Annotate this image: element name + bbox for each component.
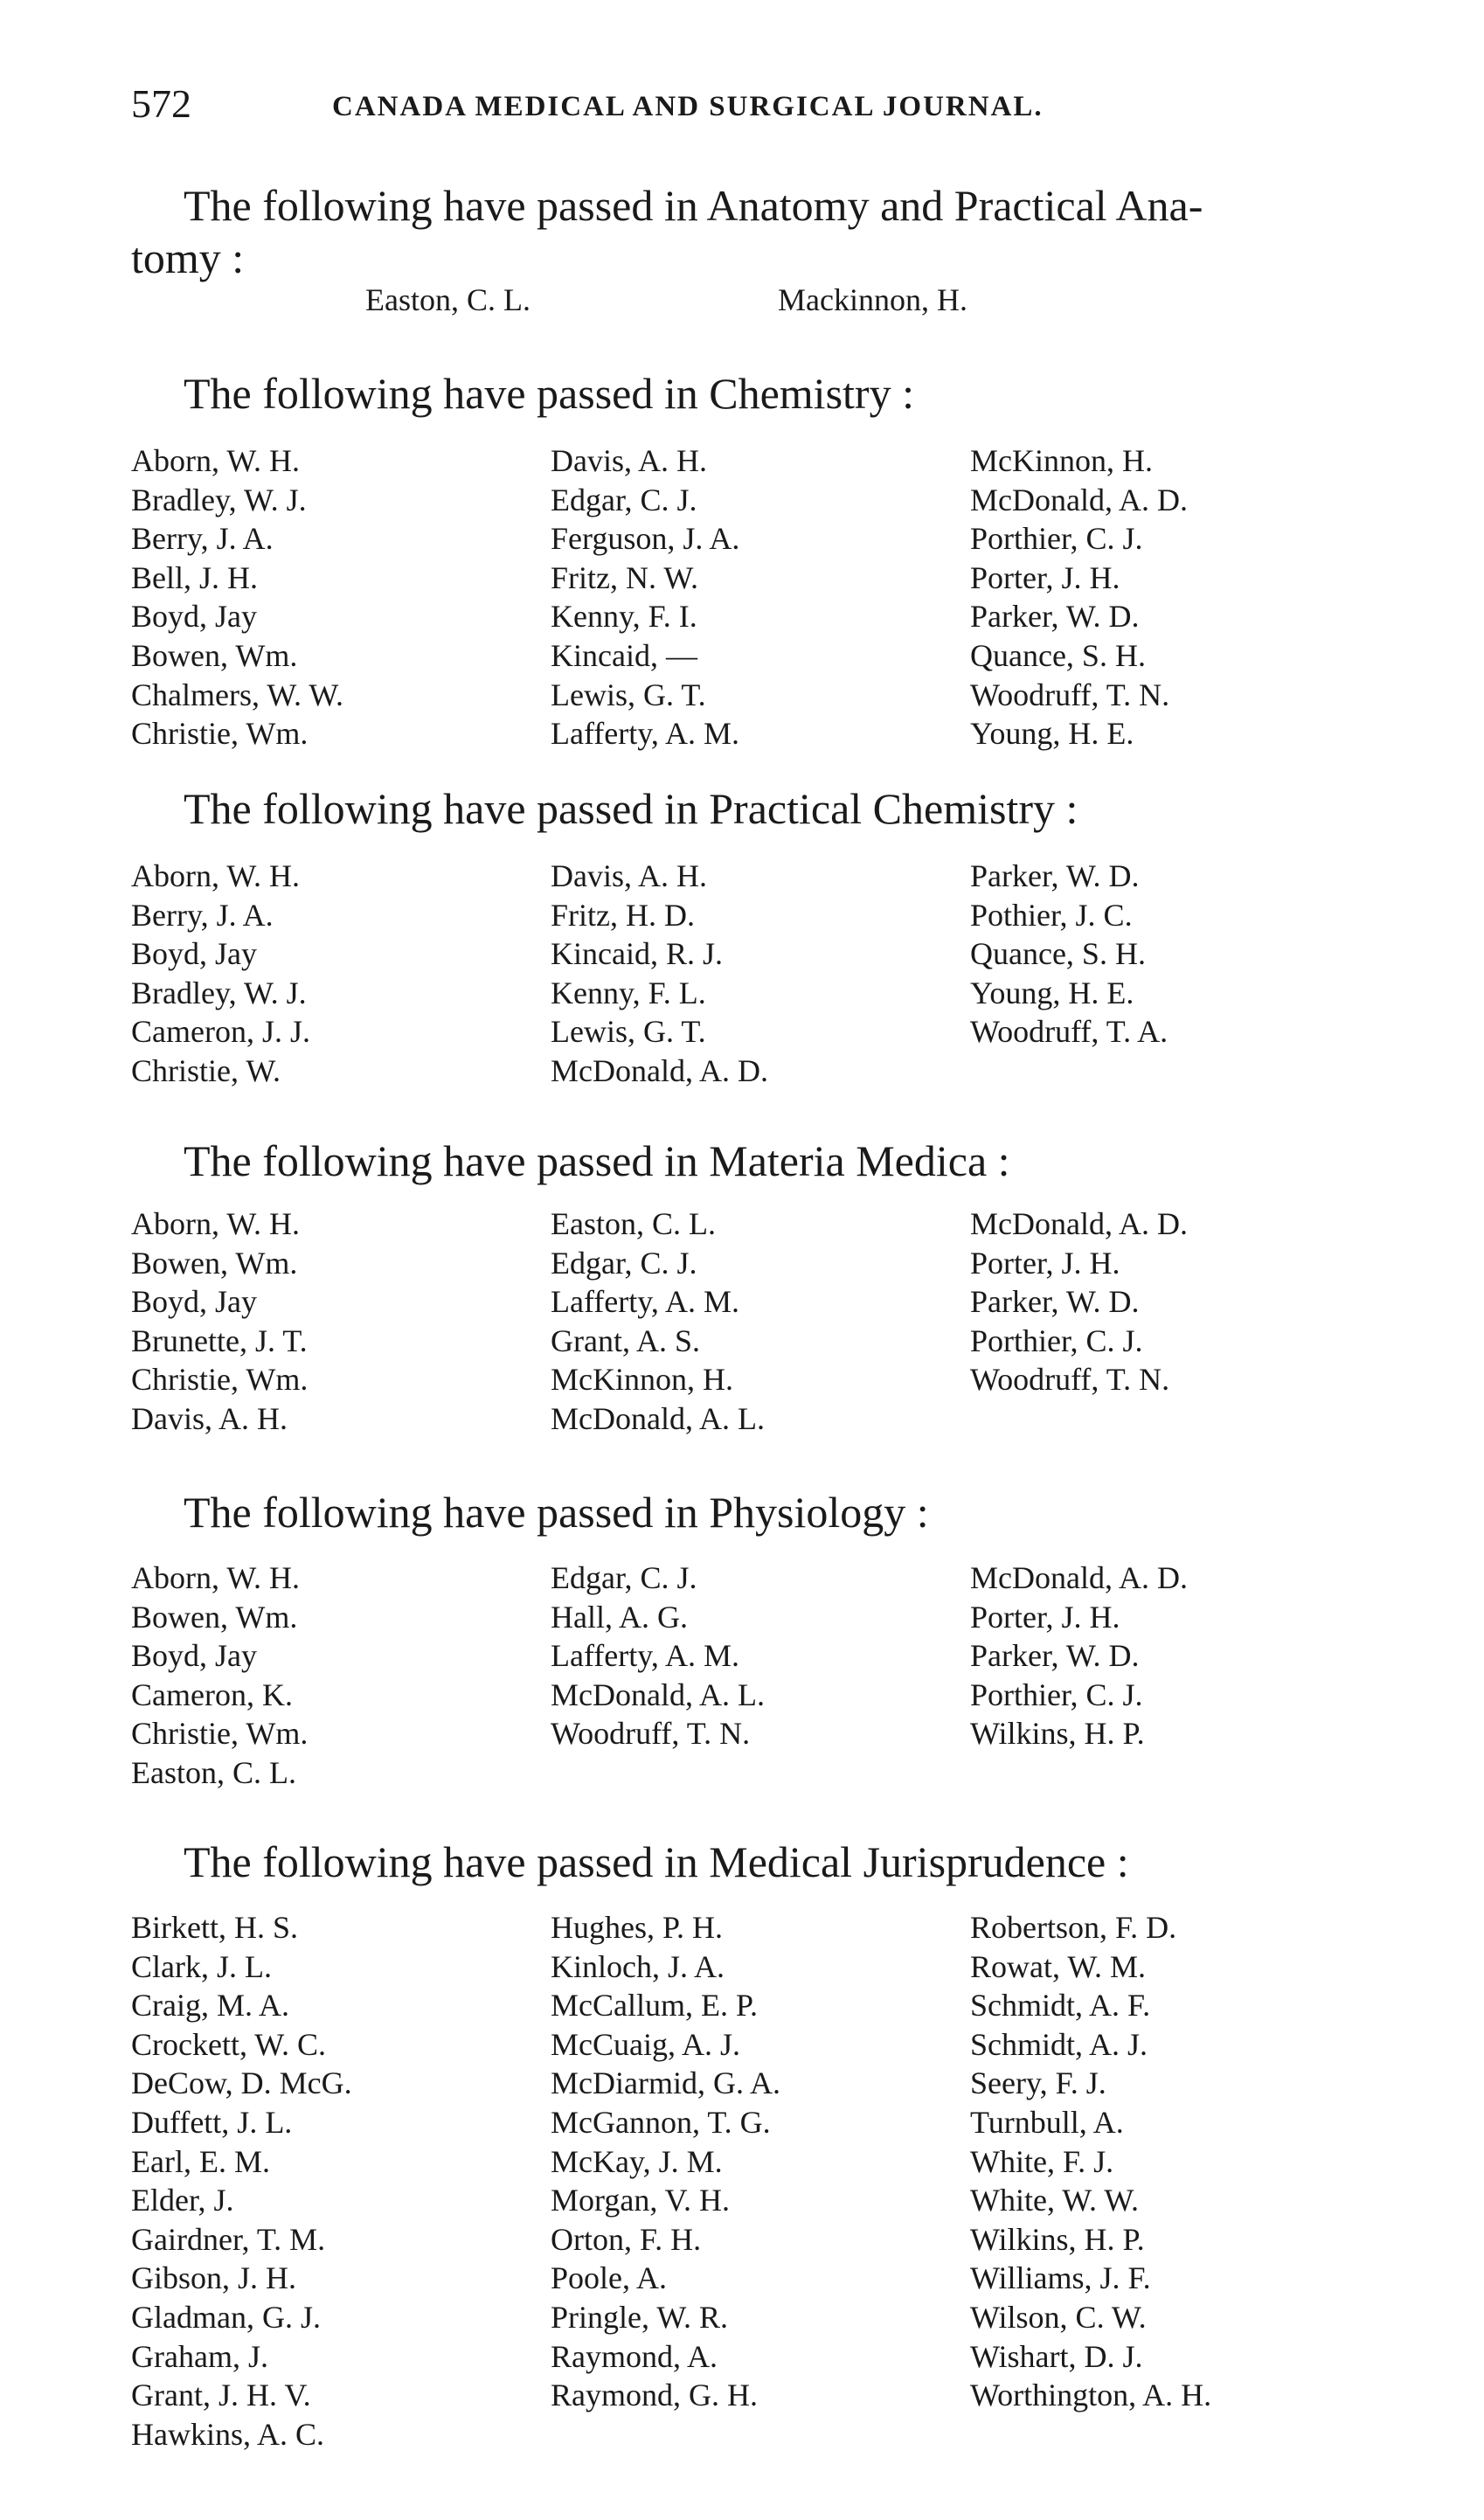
name-column — [551, 1908, 961, 2415]
name-entry: Young, H. E. — [970, 975, 1134, 1010]
page-number: 572 — [131, 81, 191, 126]
name-entry: Edgar, C. J. — [551, 482, 697, 517]
name-entry: McDonald, A. D. — [551, 1052, 768, 1088]
name-entry: Christie, Wm. — [131, 716, 309, 752]
anatomy-name: Easton, C. L. — [365, 282, 530, 317]
name-entry: Wilson, C. W. — [970, 2299, 1147, 2335]
name-entry: Bradley, W. J. — [131, 482, 307, 517]
anatomy-intro — [131, 179, 1390, 284]
name-entry: Bowen, Wm. — [131, 637, 298, 673]
name-entry: McCallum, E. P. — [551, 1988, 759, 2024]
name-entry: Brunette, J. T. — [131, 1322, 308, 1358]
name-entry: Quance, S. H. — [970, 637, 1146, 673]
name-entry: Clark, J. L. — [131, 1948, 272, 1984]
name-entry: Parker, W. D. — [970, 599, 1140, 635]
name-entry: Gibson, J. H. — [131, 2260, 297, 2296]
name-entry: Davis, A. H. — [131, 1400, 288, 1436]
name-entry: Woodruff, T. N. — [970, 1362, 1170, 1398]
name-entry: Wilkins, H. P. — [970, 1716, 1145, 1752]
name-entry: Raymond, A. — [551, 2338, 718, 2374]
name-entry: McGannon, T. G. — [551, 2104, 771, 2140]
name-entry: Orton, F. H. — [551, 2221, 702, 2257]
name-entry: McDonald, A. L. — [551, 1677, 765, 1712]
section-heading-materia-medica: The following have passed in Materia Medica : — [184, 1136, 1010, 1185]
name-entry: Poole, A. — [551, 2260, 668, 2296]
name-entry: Bowen, Wm. — [131, 1245, 298, 1281]
name-entry: Berry, J. A. — [131, 897, 274, 933]
name-entry: Parker, W. D. — [970, 1638, 1140, 1674]
name-entry: Kinloch, J. A. — [551, 1948, 725, 1984]
name-entry: Morgan, V. H. — [551, 2183, 731, 2218]
name-entry: Fritz, H. D. — [551, 897, 695, 933]
name-entry: Edgar, C. J. — [551, 1245, 697, 1281]
name-entry: Seery, F. J. — [970, 2065, 1106, 2101]
name-entry: Kincaid, R. J. — [551, 936, 723, 972]
name-entry: Robertson, F. D. — [970, 1910, 1177, 1945]
name-entry: Lafferty, A. M. — [551, 1638, 739, 1674]
running-head — [131, 80, 1215, 133]
name-entry: Gladman, G. J. — [131, 2299, 321, 2335]
name-entry: Craig, M. A. — [131, 1988, 290, 2024]
name-entry: Hall, A. G. — [551, 1599, 688, 1635]
name-column — [551, 857, 961, 1091]
name-entry: McKinnon, H. — [970, 443, 1153, 478]
name-entry: Raymond, G. H. — [551, 2378, 758, 2413]
name-entry: Easton, C. L. — [551, 1206, 716, 1241]
name-entry: Porthier, C. J. — [970, 1322, 1143, 1358]
name-entry: Woodruff, T. N. — [551, 1716, 751, 1752]
name-entry: McKay, J. M. — [551, 2143, 723, 2179]
name-entry: Bradley, W. J. — [131, 975, 307, 1010]
name-column — [551, 441, 961, 753]
name-entry: Fritz, N. W. — [551, 559, 699, 595]
name-entry: Christie, W. — [131, 1052, 281, 1088]
section-heading-physiology: The following have passed in Physiology : — [184, 1488, 929, 1537]
name-entry: Pringle, W. R. — [551, 2299, 729, 2335]
name-entry: McDiarmid, G. A. — [551, 2065, 780, 2101]
name-entry: Porthier, C. J. — [970, 1677, 1143, 1712]
name-entry: Turnbull, A. — [970, 2104, 1124, 2140]
name-entry: Cameron, K. — [131, 1677, 293, 1712]
name-entry: Bell, J. H. — [131, 559, 259, 595]
name-entry: Berry, J. A. — [131, 521, 274, 557]
name-column — [970, 857, 1381, 1052]
name-entry: Aborn, W. H. — [131, 1560, 301, 1595]
journal-title: CANADA MEDICAL AND SURGICAL JOURNAL. — [332, 91, 1044, 122]
name-entry: Kincaid, — — [551, 637, 697, 673]
name-column — [970, 1908, 1381, 2415]
name-entry: Pothier, J. C. — [970, 897, 1133, 933]
name-entry: Hughes, P. H. — [551, 1910, 724, 1945]
name-entry: Boyd, Jay — [131, 936, 257, 972]
name-entry: Rowat, W. M. — [970, 1948, 1147, 1984]
name-entry: Christie, Wm. — [131, 1362, 309, 1398]
name-entry: Boyd, Jay — [131, 1284, 257, 1320]
name-entry: Graham, J. — [131, 2338, 268, 2374]
name-entry: Chalmers, W. W. — [131, 677, 344, 712]
name-entry: Easton, C. L. — [131, 1754, 296, 1790]
name-entry: McCuaig, A. J. — [551, 2026, 741, 2062]
name-entry: Bowen, Wm. — [131, 1599, 298, 1635]
name-entry: McKinnon, H. — [551, 1362, 733, 1398]
name-entry: Parker, W. D. — [970, 1284, 1140, 1320]
name-entry: Christie, Wm. — [131, 1716, 309, 1752]
name-entry: Porter, J. H. — [970, 1599, 1120, 1635]
name-entry: Porter, J. H. — [970, 1245, 1120, 1281]
section-heading-practical-chemistry: The following have passed in Practical Chemistry : — [184, 784, 1078, 833]
name-entry: Elder, J. — [131, 2183, 234, 2218]
name-entry: Hawkins, A. C. — [131, 2416, 325, 2452]
name-entry: Davis, A. H. — [551, 443, 707, 478]
name-entry: Williams, J. F. — [970, 2260, 1151, 2296]
name-entry: DeCow, D. McG. — [131, 2065, 352, 2101]
name-entry: Aborn, W. H. — [131, 1206, 301, 1241]
anatomy-intro-second-line: tomy : — [131, 233, 245, 282]
name-entry: Quance, S. H. — [970, 936, 1146, 972]
name-entry: Duffett, J. L. — [131, 2104, 293, 2140]
name-entry: Aborn, W. H. — [131, 443, 301, 478]
name-entry: Parker, W. D. — [970, 858, 1140, 893]
name-entry: Lafferty, A. M. — [551, 1284, 739, 1320]
name-column — [131, 1559, 542, 1793]
name-entry: Earl, E. M. — [131, 2143, 270, 2179]
name-entry: Kenny, F. L. — [551, 975, 706, 1010]
name-entry: McDonald, A. D. — [970, 482, 1188, 517]
name-entry: McDonald, A. D. — [970, 1560, 1188, 1595]
name-entry: Woodruff, T. A. — [970, 1014, 1168, 1050]
name-entry: Davis, A. H. — [551, 858, 707, 893]
name-entry: McDonald, A. L. — [551, 1400, 765, 1436]
name-entry: Birkett, H. S. — [131, 1910, 299, 1945]
name-entry: Crockett, W. C. — [131, 2026, 326, 2062]
name-entry: Young, H. E. — [970, 716, 1134, 752]
name-entry: Woodruff, T. N. — [970, 677, 1170, 712]
name-entry: Wilkins, H. P. — [970, 2221, 1145, 2257]
name-column — [131, 441, 542, 753]
name-entry: Schmidt, A. F. — [970, 1988, 1151, 2024]
name-entry: Boyd, Jay — [131, 599, 257, 635]
name-entry: Gairdner, T. M. — [131, 2221, 326, 2257]
name-entry: Porter, J. H. — [970, 559, 1120, 595]
name-entry: Cameron, J. J. — [131, 1014, 310, 1050]
name-entry: White, W. W. — [970, 2183, 1140, 2218]
anatomy-name: Mackinnon, H. — [778, 282, 967, 317]
name-column — [970, 441, 1381, 753]
name-column — [970, 1559, 1381, 1753]
name-entry: Lewis, G. T. — [551, 1014, 706, 1050]
name-column — [551, 1559, 961, 1753]
name-entry: Grant, J. H. V. — [131, 2378, 311, 2413]
name-entry: Porthier, C. J. — [970, 521, 1143, 557]
name-entry: Worthington, A. H. — [970, 2378, 1212, 2413]
name-entry: Ferguson, J. A. — [551, 521, 740, 557]
name-entry: Aborn, W. H. — [131, 858, 301, 893]
name-column — [970, 1204, 1381, 1399]
name-entry: Grant, A. S. — [551, 1322, 700, 1358]
name-entry: White, F. J. — [970, 2143, 1114, 2179]
name-entry: Lafferty, A. M. — [551, 716, 739, 752]
name-column — [551, 1204, 961, 1439]
name-column — [131, 1204, 542, 1439]
anatomy-intro-first-line: The following have passed in Anatomy and Practical Ana- — [184, 181, 1203, 230]
name-entry: Edgar, C. J. — [551, 1560, 697, 1595]
name-entry: McDonald, A. D. — [970, 1206, 1188, 1241]
name-entry: Boyd, Jay — [131, 1638, 257, 1674]
name-entry: Schmidt, A. J. — [970, 2026, 1148, 2062]
name-column — [131, 1908, 542, 2454]
name-entry: Kenny, F. I. — [551, 599, 697, 635]
name-column — [131, 857, 542, 1091]
section-heading-chemistry: The following have passed in Chemistry : — [184, 369, 914, 418]
section-heading-medical-jurisprudence: The following have passed in Medical Jurisprudence : — [184, 1837, 1129, 1886]
name-entry: Wishart, D. J. — [970, 2338, 1143, 2374]
name-entry: Lewis, G. T. — [551, 677, 706, 712]
